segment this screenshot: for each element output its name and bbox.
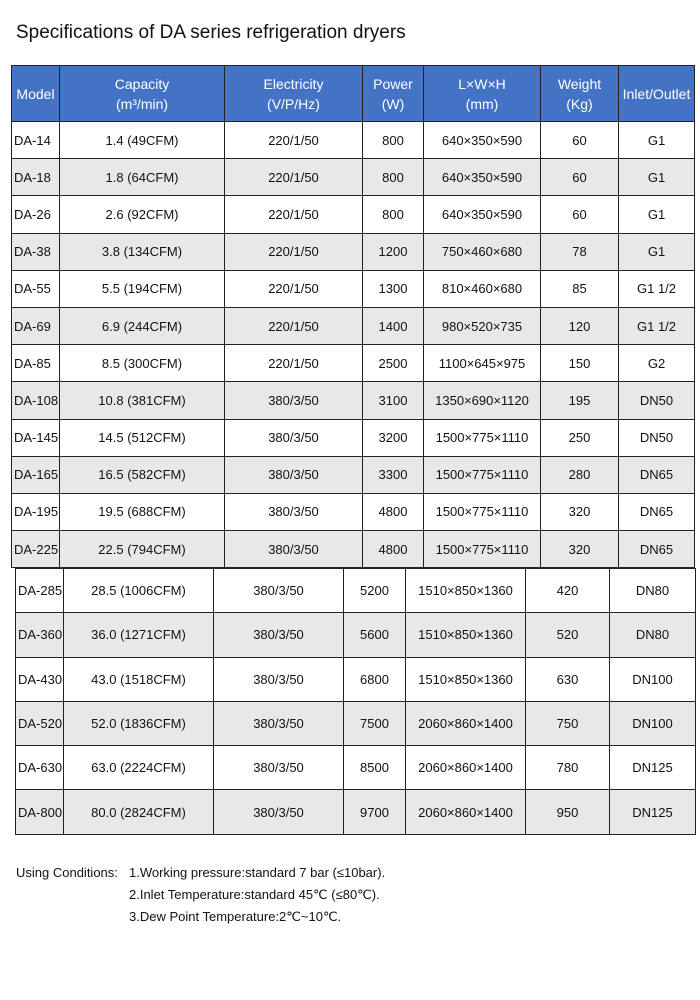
header-weight: Weight (Kg) <box>541 66 619 122</box>
table-row: DA-800 80.0 (2824CFM) 380/3/50 9700 2060×860×1400 950 DN125 <box>16 790 696 834</box>
header-inlet-outlet: Inlet/Outlet <box>619 66 695 122</box>
table-row: DA-55 5.5 (194CFM) 220/1/50 1300 810×460×680 85 G1 1/2 <box>12 270 695 307</box>
table-row: DA-69 6.9 (244CFM) 220/1/50 1400 980×520×735 120 G1 1/2 <box>12 307 695 344</box>
header-electricity: Electricity (V/P/Hz) <box>225 66 363 122</box>
header-power: Power (W) <box>363 66 424 122</box>
table-row: DA-26 2.6 (92CFM) 220/1/50 800 640×350×590 60 G1 <box>12 196 695 233</box>
table-row: DA-195 19.5 (688CFM) 380/3/50 4800 1500×775×1110 320 DN65 <box>12 493 695 530</box>
using-conditions <box>16 862 385 928</box>
page-title: Specifications of DA series refrigeration dryers <box>16 22 406 43</box>
spec-table-lower <box>15 568 696 835</box>
table-row: DA-430 43.0 (1518CFM) 380/3/50 6800 1510×850×1360 630 DN100 <box>16 657 696 701</box>
table-row: DA-38 3.8 (134CFM) 220/1/50 1200 750×460×680 78 G1 <box>12 233 695 270</box>
table-row: DA-14 1.4 (49CFM) 220/1/50 800 640×350×590 60 G1 <box>12 122 695 159</box>
table-header-row <box>12 66 695 122</box>
conditions-label: Using Conditions: <box>16 865 118 880</box>
table-row: DA-108 10.8 (381CFM) 380/3/50 3100 1350×690×1120 195 DN50 <box>12 382 695 419</box>
table-row: DA-225 22.5 (794CFM) 380/3/50 4800 1500×775×1110 320 DN65 <box>12 531 695 568</box>
table-row: DA-360 36.0 (1271CFM) 380/3/50 5600 1510×850×1360 520 DN80 <box>16 613 696 657</box>
table-row: DA-520 52.0 (1836CFM) 380/3/50 7500 2060×860×1400 750 DN100 <box>16 701 696 745</box>
condition-working-pressure: 1.Working pressure:standard 7 bar (≤10bar). <box>129 865 386 880</box>
table-row: DA-285 28.5 (1006CFM) 380/3/50 5200 1510×850×1360 420 DN80 <box>16 569 696 613</box>
table-row: DA-85 8.5 (300CFM) 220/1/50 2500 1100×645×975 150 G2 <box>12 345 695 382</box>
table-row: DA-165 16.5 (582CFM) 380/3/50 3300 1500×775×1110 280 DN65 <box>12 456 695 493</box>
condition-dew-point: 3.Dew Point Temperature:2℃~10℃. <box>129 909 342 924</box>
header-model: Model <box>12 66 60 122</box>
table-row: DA-145 14.5 (512CFM) 380/3/50 3200 1500×775×1110 250 DN50 <box>12 419 695 456</box>
table-row: DA-18 1.8 (64CFM) 220/1/50 800 640×350×590 60 G1 <box>12 159 695 196</box>
condition-inlet-temperature: 2.Inlet Temperature:standard 45℃ (≤80℃). <box>129 887 380 902</box>
header-dimensions: L×W×H (mm) <box>424 66 541 122</box>
spec-table-upper <box>11 65 695 568</box>
header-capacity: Capacity (m³/min) <box>60 66 225 122</box>
table-row: DA-630 63.0 (2224CFM) 380/3/50 8500 2060×860×1400 780 DN125 <box>16 746 696 790</box>
